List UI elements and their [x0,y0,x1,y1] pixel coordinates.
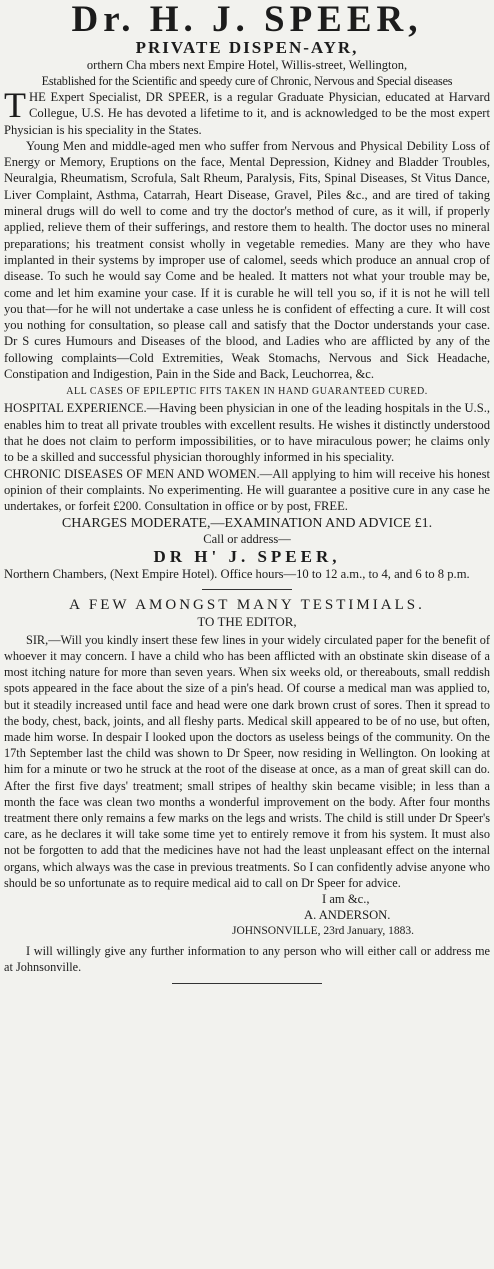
speer-name-small: DR H' J. SPEER, [153,547,341,567]
place-and-date: JOHNSONVILLE, 23rd January, 1883. [232,924,414,937]
signature: A. ANDERSON. [304,907,391,922]
intro-text: HE Expert Specialist, DR SPEER, is a regular Graduate Physician, educated at Harvard Collegue, U.S. He has devoted a lifetime to it, and is acknowledged to be the most expert Physician is his speciality in the States. [4,90,490,137]
bottom-divider [172,983,322,984]
to-the-editor: TO THE EDITOR, [197,613,297,629]
call-or-address: Call or address— [203,532,291,547]
hospital-experience-paragraph: HOSPITAL EXPERIENCE.—Having been physician in one of the leading hospitals in the U.S., enables him to treat all private troubles with excellent results. He wishes it distinctly understood that he does not claim to perform impossibilities, or to have miraculous power; he claims only to be a skilled and successful physician thoroughly informed in his speciality. [4,401,490,465]
charges-line: CHARGES MODERATE,—EXAMINATION AND ADVICE £1. [61,516,433,532]
intro-paragraph [4,85,490,138]
closing-salutation: I am &c., [322,891,370,906]
newspaper-advertisement [0,2,494,1269]
drop-cap: T [4,85,26,125]
office-address: Northern Chambers, (Next Empire Hotel). Office hours—10 to 12 a.m., to 4, and 6 to 8 p.m. [4,567,470,582]
testimonials-heading: A FEW AMONGST MANY TESTIMIALS. [69,596,425,613]
section-divider [202,589,292,590]
established-line: Established for the Scientific and speedy cure of Chronic, Nervous and Special diseases [41,74,453,88]
main-paragraph: Young Men and middle-aged men who suffer from Nervous and Physical Debility Loss of Energy or Memory, Eruptions on the face, Mental Depression, Kidney and Bladder Troubles, Neuralgia, Rheumatism, Scrofula, Salt Rheum, Paralysis, Fits, Spinal Diseases, St Vitus Dance, Liver Complaint, Asthma, Catarrah, Heart Disease, Gravel, Piles &c., and are tired of taking mineral drugs will do well to come and try the doctor's method of cure, as it will, if properly applied, relieve them of their sufferings, and restore them to health. The doctor uses no mineral preparations; his treatment consist wholly in vegetable remedies. Many are they who have implanted in their systems by improper use of calomel, seeds which produce an annual crop of disease. To such he would say Come and be healed. It matters not what your trouble may be, come and let him examine your case. If it is curable he will tell you so, if it is not he will tell you that—for he will not undertake a case unless he is confident of effecting a cure. It will cost you nothing for consultation, so please call and satisfy that the Doctor understands your case. Dr S cures Humours and Diseases of the blood, and Ladies who are afflicted by any of the following complaints—Cold Extremities, Weak Stomachs, Nervous and Sick Headache, Constipation and Indigestion, Pain in the Side and Back, Leuchorrea, &c. [4,138,490,382]
chronic-diseases-paragraph: CHRONIC DISEASES OF MEN AND WOMEN.—All applying to him will receive his honest opinion of their complaints. No experimenting. He will guarantee a positive cure in any case he undertakes, or forfeit £200. Consultation in office or by post, FREE. [4,466,490,514]
advert-title: Dr. H. J. SPEER, [71,0,423,40]
epileptic-notice: ALL CASES OF EPILEPTIC FITS TAKEN IN HAND GUARANTEED CURED. [66,386,428,398]
advert-subtitle: PRIVATE DISPEN-AYR, [135,38,359,57]
postscript: I will willingly give any further information to any person who will either call or address me at Johnsonville. [4,943,490,975]
testimonial-letter: SIR,—Will you kindly insert these few lines in your widely circulated paper for the benefit of whoever it may concern. I have a child who has been afflicted with an obstinate skin disease of a most itching nature for more than seven years. When six weeks old, or thereabouts, small reddish spots appeared in the face about the size of a pin's head. Of course a medical man was applied to, but it steadily increased until face and head were one dark brown crust of sores. Then it spread to the body, chest, back, joints, and all fleshy parts. Medical skill appeared to be of no use, but often, made him worse. In despair I looked upon the doctors as useless beings of the community. On the 17th September last the child was shown to Dr Speer, now residing in Wellington. On looking at him for a minute or two he struck at the root of the disease at once, as a man of great skill can do. After the first five days' treatment; small stripes of healthy skin became visible; in less than a month the face was clean two months a wonderful improvement on the body. After four months treatment there only remains a few marks on the legs and wrists. The child is still under Dr Speer's care, as he declares it will take some time yet to entirely remove it from his system. It must also not be forgotten to add that the medicines have not had the least unpleasant effect on the internal organs, which always was the case in previous treatments. So I can confidently advise anyone who should be so unfortunate as to require medical aid to call on Dr Speer for advice. [4,632,490,890]
address-line: orthern Cha mbers next Empire Hotel, Willis-street, Wellington, [86,58,408,72]
